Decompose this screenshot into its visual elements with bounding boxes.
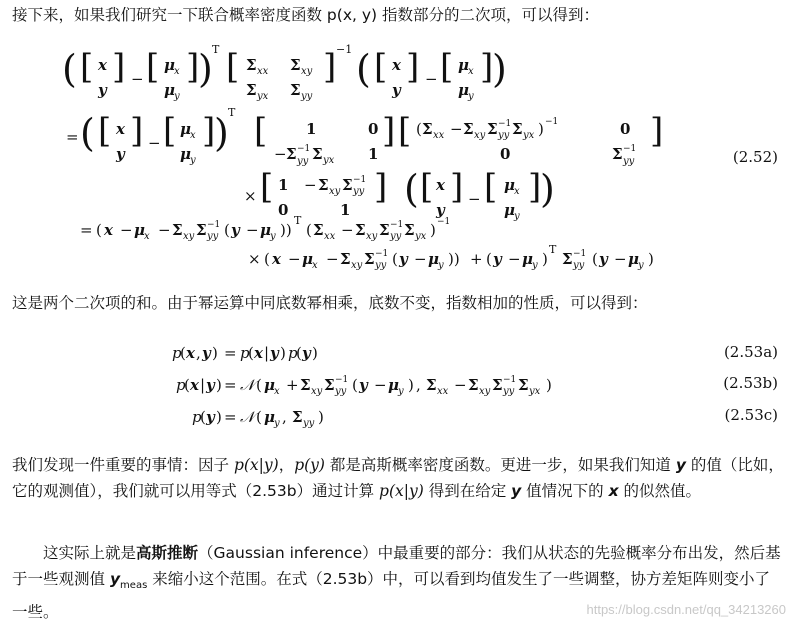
svg-text:(: ( <box>356 47 371 91</box>
svg-text:−: − <box>468 190 481 208</box>
equation-2-53-graphic <box>0 340 700 432</box>
svg-text:Σ: Σ <box>364 250 375 268</box>
svg-text:μ: μ <box>458 81 469 99</box>
svg-text:y: y <box>514 211 520 222</box>
svg-text:y: y <box>468 91 474 102</box>
svg-text:(: ( <box>256 408 262 426</box>
svg-text:x: x <box>436 176 445 194</box>
svg-text:): ) <box>542 250 548 268</box>
svg-text:[: [ <box>98 111 112 151</box>
p2-text-4: 的值（比如，它的观测值），我们就可以用等式（2.53b）通过计算 <box>12 456 784 500</box>
svg-text:yy: yy <box>573 260 585 271</box>
eq-line-4 <box>80 214 450 242</box>
svg-text:xx: xx <box>324 231 336 242</box>
svg-text:y: y <box>270 231 276 242</box>
p2-formula-1 <box>234 456 279 474</box>
svg-text:−: − <box>374 376 387 394</box>
svg-text:1: 1 <box>368 145 379 163</box>
svg-text:1: 1 <box>340 201 351 219</box>
svg-text:(: ( <box>248 344 254 362</box>
svg-text:]: ] <box>650 111 664 151</box>
svg-text:,: , <box>282 408 287 426</box>
svg-text:y: y <box>98 81 107 99</box>
p2-var-x: x <box>608 482 619 500</box>
svg-text:x: x <box>116 120 125 138</box>
svg-text:(: ( <box>352 376 358 394</box>
svg-text:(: ( <box>62 47 77 91</box>
svg-text:μ: μ <box>302 250 313 268</box>
svg-text:μ: μ <box>180 145 191 163</box>
svg-text:=: = <box>224 344 237 362</box>
svg-text:y: y <box>231 221 240 239</box>
svg-text:Σ: Σ <box>562 250 573 268</box>
svg-text:×: × <box>248 250 261 268</box>
svg-text:xy: xy <box>474 130 486 141</box>
svg-text:p: p <box>176 376 186 394</box>
svg-text:Σ: Σ <box>487 120 498 138</box>
svg-text:μ: μ <box>504 176 515 194</box>
svg-text:y: y <box>638 260 644 271</box>
svg-text:Σ: Σ <box>318 176 329 194</box>
p2-formula-1-text: p(x|y) <box>233 456 279 474</box>
svg-text:,: , <box>416 376 421 394</box>
svg-text:−: − <box>274 145 287 163</box>
svg-text:): ) <box>216 376 222 394</box>
svg-text:): ) <box>214 111 229 155</box>
svg-text:μ: μ <box>522 250 533 268</box>
svg-text:μ: μ <box>428 250 439 268</box>
p3-var-sub-meas: meas <box>120 580 148 592</box>
svg-text:−: − <box>120 221 133 239</box>
svg-text:−1: −1 <box>336 43 353 56</box>
svg-text:yy: yy <box>498 130 510 141</box>
svg-text:Σ: Σ <box>246 56 257 74</box>
svg-text:0: 0 <box>368 120 379 138</box>
svg-text:−1: −1 <box>545 117 559 127</box>
svg-text:y: y <box>206 408 215 426</box>
svg-text:x: x <box>274 386 280 397</box>
svg-text:yy: yy <box>297 156 309 167</box>
svg-text:T: T <box>549 243 557 256</box>
svg-text:): ) <box>312 344 318 362</box>
svg-text:Σ: Σ <box>355 221 366 239</box>
equation-number-2-53a: (2.53a) <box>723 343 778 361</box>
svg-text:0: 0 <box>620 120 631 138</box>
svg-text:): ) <box>648 250 654 268</box>
svg-text:Σ: Σ <box>292 408 303 426</box>
svg-text:): ) <box>408 376 414 394</box>
svg-text:Σ: Σ <box>196 221 207 239</box>
svg-text:(: ( <box>224 221 230 239</box>
svg-text:x: x <box>104 221 113 239</box>
svg-text:y: y <box>116 145 125 163</box>
eq-line-3 <box>244 167 555 222</box>
svg-text:|: | <box>200 376 206 394</box>
svg-text:(: ( <box>592 250 598 268</box>
svg-text:y: y <box>190 155 196 166</box>
svg-text:yy: yy <box>390 231 402 242</box>
p2-text-1: 我们发现一件重要的事情：因子 <box>12 456 234 474</box>
svg-text:x: x <box>392 56 401 74</box>
svg-text:Σ: Σ <box>172 221 183 239</box>
svg-text:y: y <box>270 344 279 362</box>
svg-text:yy: yy <box>301 91 313 102</box>
p2-var-y-2: y <box>511 482 522 500</box>
svg-text:Σ: Σ <box>286 145 297 163</box>
svg-text:): ) <box>538 120 544 138</box>
svg-text:−1: −1 <box>375 249 389 259</box>
svg-text:−: − <box>508 250 521 268</box>
mid-paragraph <box>12 290 784 316</box>
svg-text:−1: −1 <box>297 144 311 154</box>
svg-text:y: y <box>359 376 368 394</box>
svg-text:y: y <box>398 386 404 397</box>
svg-text:yy: yy <box>623 156 635 167</box>
p3-var-y: y <box>109 570 121 588</box>
svg-text:x: x <box>468 66 474 77</box>
eq-2-53c <box>192 408 324 429</box>
svg-text:yx: yx <box>529 386 541 397</box>
eq-line-1 <box>62 43 507 102</box>
svg-text:μ: μ <box>164 81 175 99</box>
svg-text:]: ] <box>528 167 542 207</box>
svg-text:−: − <box>304 176 317 194</box>
svg-text:Σ: Σ <box>300 376 311 394</box>
svg-text:Σ: Σ <box>290 56 301 74</box>
svg-text:−: − <box>414 250 427 268</box>
svg-text:μ: μ <box>388 376 399 394</box>
p3-text-1: 这实际上就是 <box>43 544 137 562</box>
svg-text:]: ] <box>374 167 388 207</box>
svg-text:−1: −1 <box>335 375 349 385</box>
svg-text:−: − <box>246 221 259 239</box>
svg-text:Σ: Σ <box>463 120 474 138</box>
svg-text:xx: xx <box>433 130 445 141</box>
svg-text:=: = <box>80 221 93 239</box>
svg-text:𝒩: 𝒩 <box>240 408 255 426</box>
svg-text:0: 0 <box>278 201 289 219</box>
svg-text:μ: μ <box>164 56 175 74</box>
svg-text:): ) <box>540 167 555 211</box>
svg-text:y: y <box>202 344 211 362</box>
svg-text:x: x <box>98 56 107 74</box>
svg-text:y: y <box>436 201 445 219</box>
svg-text:−1: −1 <box>498 119 512 129</box>
svg-text:−: − <box>450 120 463 138</box>
svg-text:Σ: Σ <box>340 250 351 268</box>
svg-text:−1: −1 <box>623 144 637 154</box>
svg-text:−: − <box>326 250 339 268</box>
svg-text:): ) <box>492 47 507 91</box>
svg-text:xx: xx <box>257 66 269 77</box>
svg-text:(: ( <box>184 376 190 394</box>
svg-text:−: − <box>131 70 144 88</box>
p2-text-7: 的似然值。 <box>618 482 702 500</box>
svg-text:μ: μ <box>264 376 275 394</box>
svg-text:yy: yy <box>353 186 365 197</box>
p2-formula-2: p(y) <box>294 456 325 474</box>
svg-text:y: y <box>274 418 280 429</box>
svg-text:Σ: Σ <box>312 145 323 163</box>
mid-text: 这是两个二次项的和。由于幂运算中同底数幂相乘，底数不变，指数相加的性质，可以得到： <box>12 294 648 312</box>
svg-text:[: [ <box>374 47 388 87</box>
svg-text:T: T <box>228 106 236 119</box>
svg-text:Σ: Σ <box>379 221 390 239</box>
svg-text:yy: yy <box>303 418 315 429</box>
svg-text:−1: −1 <box>390 220 404 230</box>
svg-text:yy: yy <box>335 386 347 397</box>
equation-number-2-53c: (2.53c) <box>724 406 778 424</box>
svg-text:yx: yx <box>415 231 427 242</box>
svg-text:Σ: Σ <box>518 376 529 394</box>
svg-text:−: − <box>614 250 627 268</box>
svg-text:[: [ <box>398 111 412 151</box>
svg-text:p: p <box>288 344 298 362</box>
svg-text:T: T <box>212 43 220 56</box>
paragraph-2 <box>12 452 784 504</box>
svg-text:(: ( <box>296 344 302 362</box>
svg-text:μ: μ <box>504 201 515 219</box>
svg-text:y: y <box>532 260 538 271</box>
svg-text:=: = <box>224 376 237 394</box>
equation-2-52-graphic <box>0 38 720 278</box>
eq-2-53a <box>172 344 318 362</box>
svg-text:]: ] <box>202 111 216 151</box>
p2-formula-3: p(x|y) <box>379 482 424 500</box>
svg-text:]: ] <box>406 47 420 87</box>
intro-text: 接下来，如果我们研究一下联合概率密度函数 p(x, y) 指数部分的二次项，可以得到： <box>12 6 599 24</box>
svg-text:x: x <box>272 250 281 268</box>
eq-2-53b <box>176 375 552 397</box>
svg-text:+: + <box>286 376 299 394</box>
svg-text:Σ: Σ <box>612 145 623 163</box>
svg-text:]: ] <box>186 47 200 87</box>
svg-text:p: p <box>172 344 182 362</box>
p2-text-6: 值情况下的 <box>521 482 609 500</box>
svg-text:Σ: Σ <box>422 120 433 138</box>
svg-text:Σ: Σ <box>426 376 437 394</box>
svg-text:yx: yx <box>257 91 269 102</box>
svg-text:x: x <box>190 376 199 394</box>
svg-text:=: = <box>224 408 237 426</box>
svg-text:[: [ <box>163 111 177 151</box>
svg-text:𝒩: 𝒩 <box>240 376 255 394</box>
equation-2-53 <box>0 340 796 432</box>
svg-text:0: 0 <box>500 145 511 163</box>
svg-text:x: x <box>254 344 263 362</box>
svg-text:xy: xy <box>183 231 195 242</box>
svg-text:−1: −1 <box>503 375 517 385</box>
svg-text:(: ( <box>264 250 270 268</box>
svg-text:): ) <box>546 376 552 394</box>
svg-text:|: | <box>264 344 270 362</box>
svg-text:yx: yx <box>523 130 535 141</box>
svg-text:[: [ <box>440 47 454 87</box>
svg-text:−: − <box>425 70 438 88</box>
svg-text:yx: yx <box>323 155 335 166</box>
svg-text:]: ] <box>382 111 396 151</box>
svg-text:−1: −1 <box>437 217 451 227</box>
svg-text:×: × <box>244 187 257 205</box>
p2-text-5: 得到在给定 <box>423 482 512 500</box>
svg-text:Σ: Σ <box>313 221 324 239</box>
svg-text:x: x <box>174 66 180 77</box>
svg-text:x: x <box>144 231 150 242</box>
svg-text:yy: yy <box>503 386 515 397</box>
svg-text:)): )) <box>448 250 460 268</box>
svg-text:xy: xy <box>311 386 323 397</box>
svg-text:)): )) <box>280 221 292 239</box>
svg-text:−1: −1 <box>573 249 587 259</box>
equation-number-2-52: (2.52) <box>732 148 778 166</box>
svg-text:]: ] <box>323 47 337 87</box>
svg-text:y: y <box>206 376 215 394</box>
svg-text:xy: xy <box>366 231 378 242</box>
svg-text:−: − <box>288 250 301 268</box>
svg-text:y: y <box>302 344 311 362</box>
svg-text:−1: −1 <box>207 220 221 230</box>
eq-line-5 <box>248 243 654 271</box>
svg-text:p: p <box>240 344 250 362</box>
svg-text:−: − <box>158 221 171 239</box>
svg-text:(: ( <box>416 120 422 138</box>
svg-text:y: y <box>174 91 180 102</box>
svg-text:): ) <box>318 408 324 426</box>
watermark: https://blog.csdn.net/qq_34213260 <box>586 602 786 617</box>
svg-text:(: ( <box>392 250 398 268</box>
svg-text:(: ( <box>256 376 262 394</box>
svg-text:x: x <box>312 260 318 271</box>
svg-text:xy: xy <box>479 386 491 397</box>
svg-text:μ: μ <box>134 221 145 239</box>
svg-text:μ: μ <box>180 120 191 138</box>
svg-text:): ) <box>198 47 213 91</box>
svg-text:y: y <box>399 250 408 268</box>
p3-text-3: 来缩小这个范围。在式（2.53b）中，可以看到均值发生了一些调整，协方差矩阵则变小了一些。 <box>12 570 771 622</box>
svg-text:Σ: Σ <box>246 81 257 99</box>
p3-term-gaussian-inference: 高斯推断 <box>136 544 199 562</box>
svg-text:−: − <box>454 376 467 394</box>
svg-text:xy: xy <box>301 66 313 77</box>
svg-text:]: ] <box>450 167 464 207</box>
svg-text:μ: μ <box>260 221 271 239</box>
intro-paragraph <box>12 2 784 28</box>
svg-text:): ) <box>280 344 286 362</box>
svg-text:[: [ <box>226 47 240 87</box>
svg-text:[: [ <box>254 111 268 151</box>
svg-text:yy: yy <box>207 231 219 242</box>
svg-text:(: ( <box>200 408 206 426</box>
svg-text:x: x <box>186 344 195 362</box>
svg-text:=: = <box>66 128 79 146</box>
svg-text:−: − <box>341 221 354 239</box>
svg-text:(: ( <box>96 221 102 239</box>
svg-text:x: x <box>514 186 520 197</box>
svg-text:Σ: Σ <box>468 376 479 394</box>
svg-text:(: ( <box>180 344 186 362</box>
svg-text:x: x <box>190 130 196 141</box>
svg-text:): ) <box>212 344 218 362</box>
svg-text:xy: xy <box>351 260 363 271</box>
svg-text:−1: −1 <box>353 175 367 185</box>
svg-text:]: ] <box>130 111 144 151</box>
p3-text-2: （Gaussian inference）中最重要的部分：我们从状态的先验概率分布出发，然后基于一些观测值 <box>12 544 781 588</box>
svg-text:[: [ <box>80 47 94 87</box>
svg-text:p: p <box>192 408 202 426</box>
svg-text:(: ( <box>486 250 492 268</box>
svg-text:y: y <box>438 260 444 271</box>
svg-text:1: 1 <box>306 120 317 138</box>
svg-text:[: [ <box>260 167 274 207</box>
svg-text:Σ: Σ <box>342 176 353 194</box>
svg-text:Σ: Σ <box>404 221 415 239</box>
svg-text:y: y <box>599 250 608 268</box>
svg-text:]: ] <box>480 47 494 87</box>
svg-text:μ: μ <box>628 250 639 268</box>
svg-text:]: ] <box>112 47 126 87</box>
svg-text:(: ( <box>306 221 312 239</box>
svg-text:Σ: Σ <box>290 81 301 99</box>
svg-text:,: , <box>196 344 201 362</box>
svg-text:Σ: Σ <box>512 120 523 138</box>
svg-text:(: ( <box>80 111 95 155</box>
svg-text:): ) <box>216 408 222 426</box>
svg-text:+: + <box>470 250 483 268</box>
svg-text:xy: xy <box>329 186 341 197</box>
svg-text:1: 1 <box>278 176 289 194</box>
svg-text:Σ: Σ <box>492 376 503 394</box>
svg-text:(: ( <box>404 167 419 211</box>
svg-text:Σ: Σ <box>324 376 335 394</box>
svg-text:μ: μ <box>264 408 275 426</box>
p2-var-y: y <box>675 456 686 474</box>
eq-line-2 <box>66 106 663 167</box>
svg-text:[: [ <box>484 167 498 207</box>
svg-text:y: y <box>493 250 502 268</box>
svg-text:−: − <box>148 134 161 152</box>
svg-text:y: y <box>392 81 401 99</box>
svg-text:[: [ <box>146 47 160 87</box>
svg-text:[: [ <box>420 167 434 207</box>
svg-text:): ) <box>430 221 436 239</box>
p2-text-2: ， <box>278 456 295 474</box>
svg-text:xx: xx <box>437 386 449 397</box>
p2-text-3: 都是高斯概率密度函数。更进一步，如果我们知道 <box>324 456 676 474</box>
svg-text:yy: yy <box>375 260 387 271</box>
svg-text:μ: μ <box>458 56 469 74</box>
equation-2-52 <box>0 38 796 278</box>
svg-text:T: T <box>294 214 302 227</box>
equation-number-2-53b: (2.53b) <box>723 374 778 392</box>
